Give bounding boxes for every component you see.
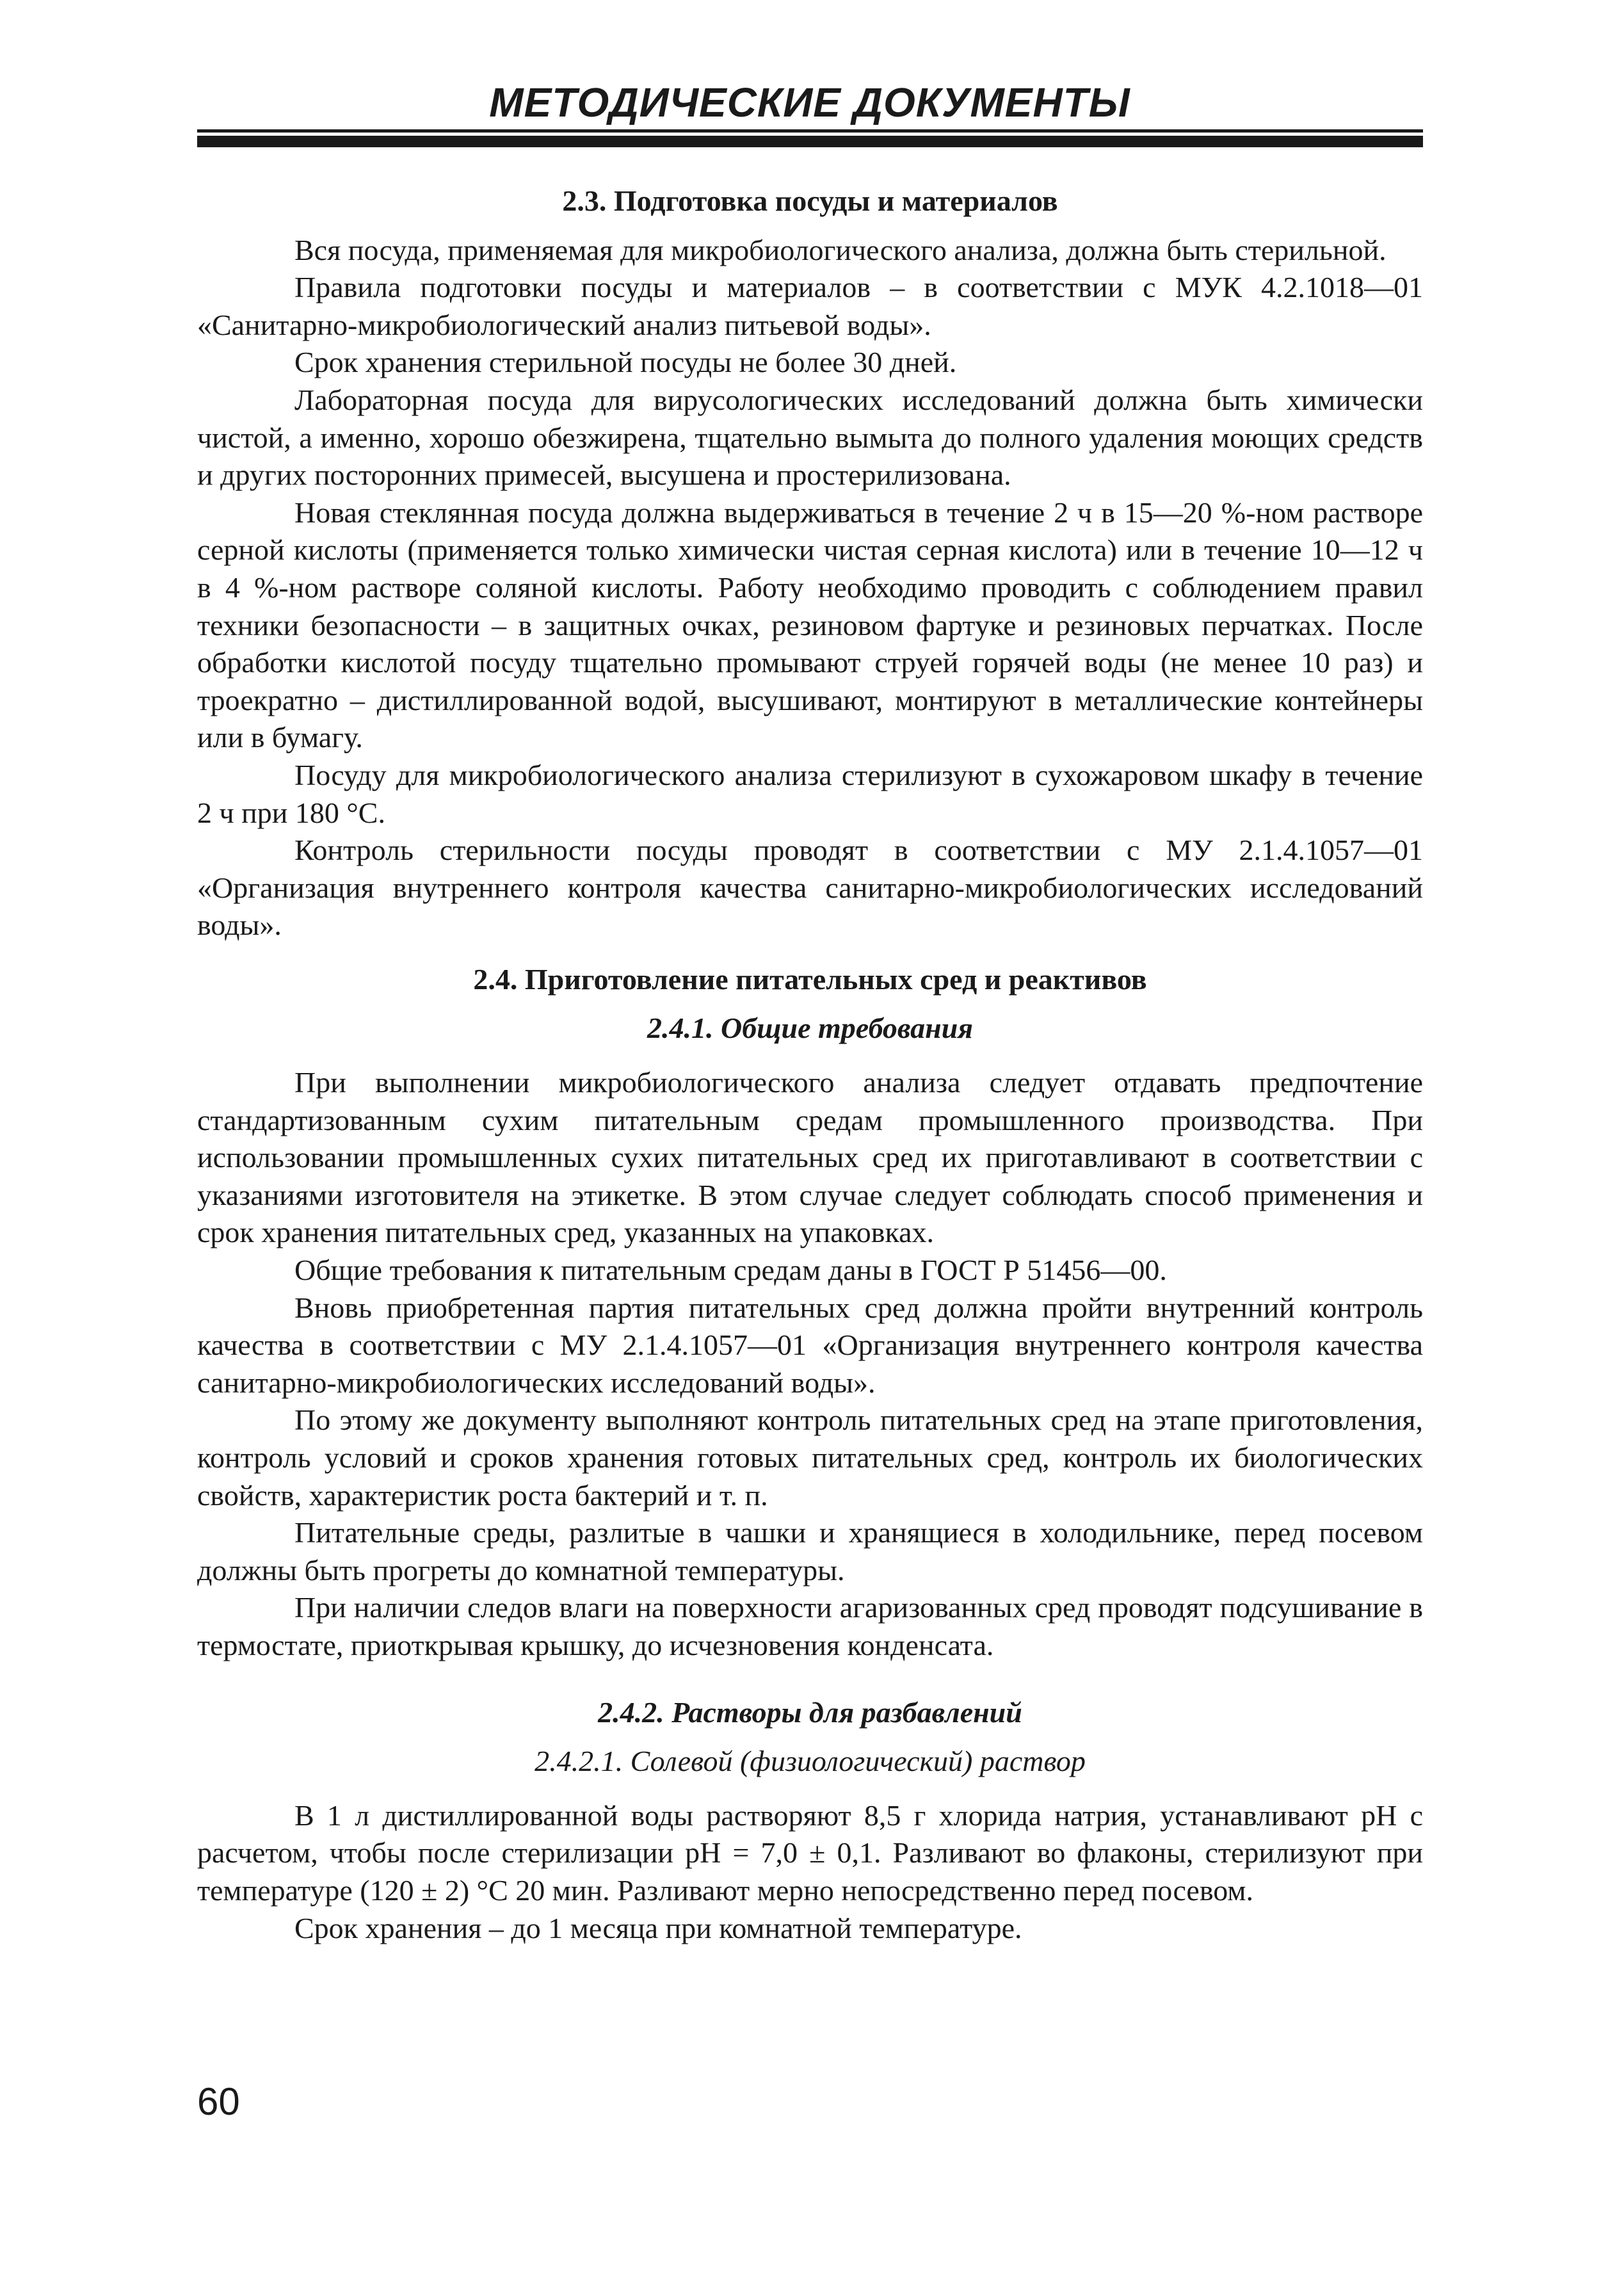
paragraph: Контроль стерильности посуды проводят в соответствии с МУ 2.1.4.1057—01 «Организация внутреннего контроля качества санитарно-микробиологических исследований воды». — [197, 834, 1423, 942]
page-number: 60 — [197, 2080, 240, 2123]
paragraph: Новая стеклянная посуда должна выдерживаться в течение 2 ч в 15—20 %-ном растворе серной кислоты (применяется только химически чистая серная кислота) или в течение 10—12 ч в 4 %-ном растворе соляной кислоты. Работу необходимо проводить с соблюдением правил техники безопасности – в защитных очках, резиновом фартуке и резиновых перчатках. После обработки кислотой посуду тщательно промывают струей горячей воды (не менее 10 раз) и троекратно – дистиллированной водой, высушивают, монтируют в металлические контейнеры или в бумагу. — [197, 496, 1423, 754]
header-rule-thin — [197, 129, 1423, 133]
paragraph: Лабораторная посуда для вирусологических исследований должна быть химически чистой, а именно, хорошо обезжирена, тщательно вымыта до полного удаления моющих средств и других посторонних примесей, высушена и простерилизована. — [197, 383, 1423, 492]
paragraph: Общие требования к питательным средам даны в ГОСТ Р 51456—00. — [294, 1254, 1167, 1287]
paragraph: При выполнении микробиологического анализа следует отдавать предпочтение стандартизованным сухим питательным средам промышленного производства. При использовании промышленных сухих питательных сред их приготавливают в соответствии с указаниями изготовителя на этикетке. В этом случае следует соблюдать способ применения и срок хранения питательных сред, указанных на упаковках. — [197, 1066, 1423, 1249]
paragraph: Правила подготовки посуды и материалов – в соответствии с МУК 4.2.1018—01 «Санитарно-микробиологический анализ питьевой воды». — [197, 271, 1423, 341]
document-body — [197, 182, 1423, 1947]
paragraph: Посуду для микробиологического анализа стерилизуют в сухожаровом шкафу в течение 2 ч при 180 °С. — [197, 758, 1423, 829]
section-heading-2-3: 2.3. Подготовка посуды и материалов — [562, 184, 1058, 217]
paragraph: При наличии следов влаги на поверхности агаризованных сред проводят подсушивание в термостате, приоткрывая крышку, до исчезновения конденсата. — [197, 1591, 1423, 1661]
paragraph: Срок хранения – до 1 месяца при комнатной температуре. — [294, 1911, 1022, 1944]
paragraph: Срок хранения стерильной посуды не более 30 дней. — [294, 346, 957, 379]
paragraph: Вновь приобретенная партия питательных сред должна пройти внутренний контроль качества в соответствии с МУ 2.1.4.1057—01 «Организация внутреннего контроля качества санитарно-микробиологических исследований воды». — [197, 1291, 1423, 1399]
section-heading-2-4: 2.4. Приготовление питательных сред и реактивов — [473, 962, 1147, 996]
paragraph: По этому же документу выполняют контроль питательных сред на этапе приготовления, контроль условий и сроков хранения готовых питательных сред, контроль их биологических свойств, характеристик роста бактерий и т. п. — [197, 1403, 1423, 1512]
subsection-heading-2-4-1: 2.4.1. Общие требования — [647, 1012, 973, 1045]
subsection-heading-2-4-2: 2.4.2. Растворы для разбавлений — [598, 1695, 1022, 1729]
running-header-title: МЕТОДИЧЕСКИЕ ДОКУМЕНТЫ — [489, 79, 1130, 125]
paragraph: В 1 л дистиллированной воды растворяют 8,5 г хлорида натрия, устанавливают рН с расчетом, чтобы после стерилизации рН = 7,0 ± 0,1. Разливают во флаконы, стерилизуют при температуре (120 ± 2) °С 20 мин. Разливают мерно непосредственно перед посевом. — [197, 1798, 1423, 1907]
paragraph: Вся посуда, применяемая для микробиологического анализа, должна быть стерильной. — [294, 233, 1387, 266]
paragraph: Питательные среды, разлитые в чашки и хранящиеся в холодильнике, перед посевом должны быть прогреты до комнатной температуры. — [197, 1516, 1423, 1587]
header-rule-thick — [197, 136, 1423, 147]
subsection-heading-2-4-2-1: 2.4.2.1. Солевой (физиологический) раствор — [535, 1745, 1086, 1778]
